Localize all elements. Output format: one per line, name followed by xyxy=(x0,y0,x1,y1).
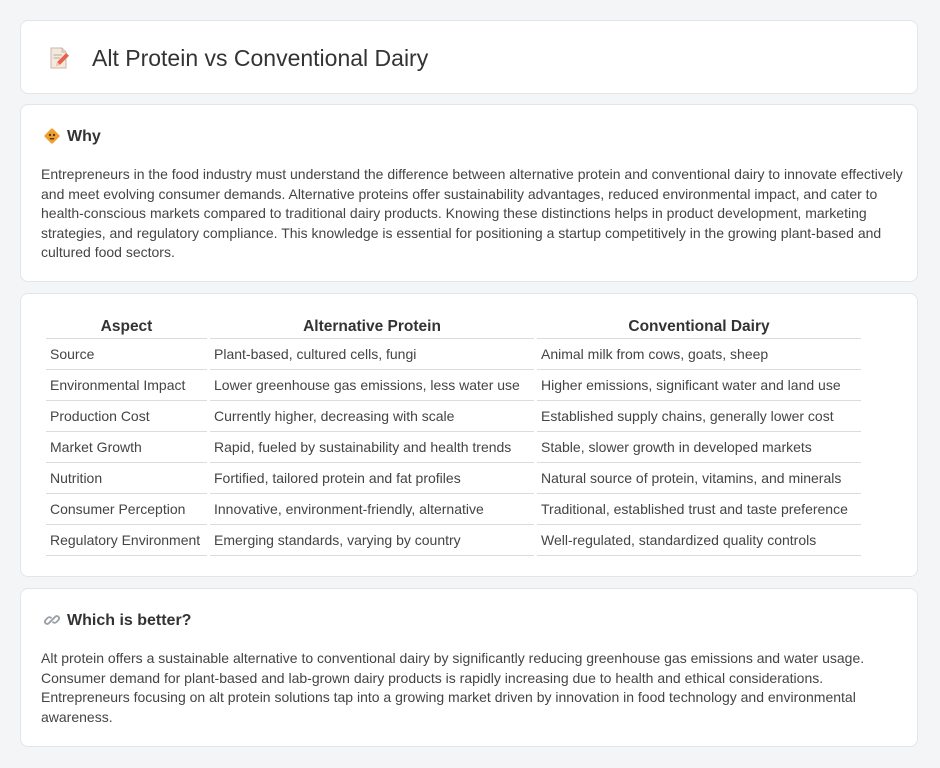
cell-conventional-dairy: Stable, slower growth in developed markets xyxy=(537,432,861,463)
cell-alternative-protein: Fortified, tailored protein and fat profiles xyxy=(210,463,534,494)
header-aspect: Aspect xyxy=(46,316,207,339)
cell-aspect: Regulatory Environment xyxy=(46,525,207,556)
link-icon xyxy=(43,611,61,629)
header-conventional-dairy: Conventional Dairy xyxy=(537,316,861,339)
table-row xyxy=(46,494,861,525)
cell-alternative-protein: Rapid, fueled by sustainability and health trends xyxy=(210,432,534,463)
why-section xyxy=(20,104,918,282)
which-is-better-section xyxy=(20,588,918,747)
cell-aspect: Production Cost xyxy=(46,401,207,432)
table-row xyxy=(46,401,861,432)
cell-alternative-protein: Plant-based, cultured cells, fungi xyxy=(210,339,534,370)
title-card xyxy=(20,20,918,94)
table-row xyxy=(46,463,861,494)
cell-aspect: Nutrition xyxy=(46,463,207,494)
why-heading: Why xyxy=(67,128,101,145)
cell-alternative-protein: Emerging standards, varying by country xyxy=(210,525,534,556)
cell-conventional-dairy: Higher emissions, significant water and land use xyxy=(537,370,861,401)
table-header-row xyxy=(46,316,861,339)
cell-conventional-dairy: Animal milk from cows, goats, sheep xyxy=(537,339,861,370)
which-is-better-body: Alt protein offers a sustainable alternative to conventional dairy by significantly reducing greenhouse gas emissions and water usage. Consumer demand for plant-based and lab-grown dairy products is rapidly increasing due to health and ethical considerations. Entrepreneurs focusing on alt protein solutions tap into a growing market driven by innovation in food technology and environmental awareness. xyxy=(41,650,865,725)
comparison-table xyxy=(43,316,864,556)
cell-conventional-dairy: Traditional, established trust and taste preference xyxy=(537,494,861,525)
memo-pencil-icon xyxy=(47,46,71,70)
cell-alternative-protein: Currently higher, decreasing with scale xyxy=(210,401,534,432)
header-alternative-protein: Alternative Protein xyxy=(210,316,534,339)
cell-conventional-dairy: Established supply chains, generally lower cost xyxy=(537,401,861,432)
cell-conventional-dairy: Well-regulated, standardized quality controls xyxy=(537,525,861,556)
page-title: Alt Protein vs Conventional Dairy xyxy=(92,45,429,71)
comparison-table-card xyxy=(20,293,918,577)
table-row xyxy=(46,525,861,556)
diamond-sign-icon xyxy=(43,127,61,145)
cell-alternative-protein: Innovative, environment-friendly, alternative xyxy=(210,494,534,525)
cell-aspect: Source xyxy=(46,339,207,370)
why-body: Entrepreneurs in the food industry must understand the difference between alternative protein and conventional dairy to innovate effectively and meet evolving consumer demands. Alternative proteins offer sustainability advantages, reduced environmental impact, and cater to health-conscious markets compared to traditional dairy products. Knowing these distinctions helps in product development, marketing strategies, and regulatory compliance. This knowledge is essential for positioning a startup competitively in the growing plant-based and cultured food sectors. xyxy=(41,166,903,260)
cell-aspect: Market Growth xyxy=(46,432,207,463)
cell-aspect: Consumer Perception xyxy=(46,494,207,525)
which-is-better-heading: Which is better? xyxy=(67,612,192,629)
cell-alternative-protein: Lower greenhouse gas emissions, less water use xyxy=(210,370,534,401)
table-row xyxy=(46,370,861,401)
cell-aspect: Environmental Impact xyxy=(46,370,207,401)
cell-conventional-dairy: Natural source of protein, vitamins, and minerals xyxy=(537,463,861,494)
table-row xyxy=(46,432,861,463)
table-row xyxy=(46,339,861,370)
